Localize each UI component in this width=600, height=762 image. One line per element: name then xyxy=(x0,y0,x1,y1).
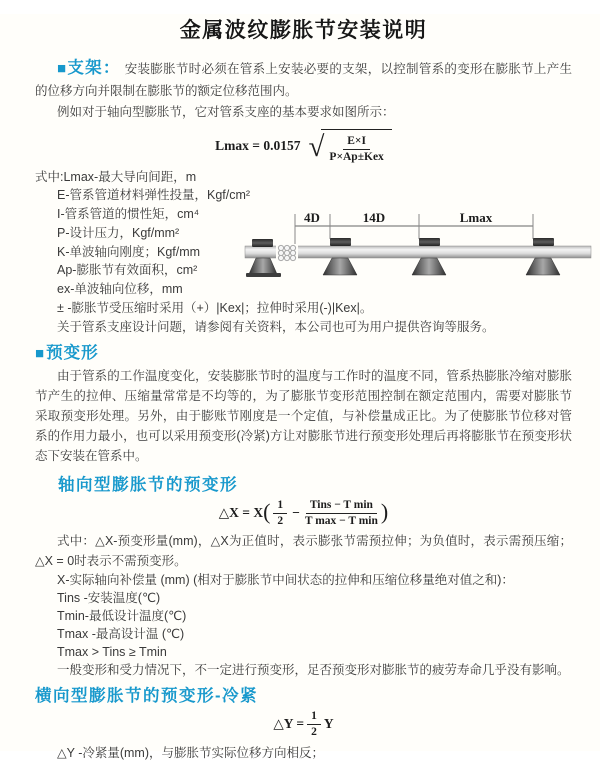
lmax-formula xyxy=(35,129,572,164)
definition-line: E-管系管道材料弹性投量，Kgf/cm² xyxy=(57,188,251,203)
fraction xyxy=(329,135,383,164)
formula-lhs: Lmax = 0.0157 xyxy=(215,138,301,153)
definition-line: Ap-膨胀节有效面积，cm² xyxy=(57,263,198,278)
diagram-label-4d: 4D xyxy=(304,210,320,225)
open-paren: ( xyxy=(263,499,271,525)
predeform-body-text: 由于管系的工作温度变化，安装膨胀节时的温度与工作时的温度不同，管系热膨胀冷缩对膨胀节产生的拉伸、压缩量常常是不均等的，为了膨胀节变形范围控制在额定范围内，需要对膨胀节采取预变形处理。另外，由于膨账节刚度是一个定值，与补偿量成正比。为了使膨胀节位移对管系的作用力最小，也可以采用预变形(冷紧)方让对膨胀节进行预变形处理后再将膨胀节在预变形状态下安装在管系中。 xyxy=(35,368,572,463)
formula-lhs: △Y = xyxy=(273,716,305,732)
definition-line: K-单波轴向刚度；Kgf/mm xyxy=(57,244,201,259)
page-content xyxy=(0,14,600,762)
section-square-icon: ■ xyxy=(35,344,46,362)
support-section-heading: 支架： xyxy=(67,59,121,77)
definition-line: 关于管系支座设计问题，请参阅有关资料，本公司也可为用户提供咨询等服务。 xyxy=(57,319,495,334)
axial-parameter-line: Tmax -最高设计温 (℃) xyxy=(57,626,185,641)
bellows-coils-icon xyxy=(278,245,295,260)
axial-parameter-line: Tmax > Tins ≥ Tmin xyxy=(57,644,167,659)
document-page xyxy=(0,14,600,760)
fraction-numerator: 1 xyxy=(273,499,287,514)
fraction-denominator: 2 xyxy=(311,725,317,738)
fraction-denominator: P×Ap±Kex xyxy=(329,150,384,163)
axial-parameter-line: Tmin-最低设计温度(℃) xyxy=(57,608,187,623)
temperature-fraction xyxy=(305,499,378,528)
half-fraction xyxy=(307,710,321,739)
axial-parameter-list xyxy=(35,571,572,679)
diagram-label-lmax: Lmax xyxy=(459,210,493,225)
fraction-numerator: 1 xyxy=(307,710,321,725)
sqrt-symbol: √ xyxy=(308,130,325,163)
support-example-text: 例如对于轴向型膨胀节，它对管系支座的基本要求如图所示： xyxy=(57,105,395,119)
diagram-label-14d: 14D xyxy=(362,210,386,225)
definition-line: ex-单波轴向位移，mm xyxy=(57,282,183,297)
formula-rhs: Y xyxy=(323,716,334,732)
axial-predeform-formula xyxy=(35,499,572,528)
page-title: 金属波纹膨胀节安装说明 xyxy=(179,19,428,42)
fraction-numerator: E×I xyxy=(343,135,370,150)
definition-line: ± -膨胀节受压缩时采用（+）|Kex|；拉伸时采用(-)|Kex|。 xyxy=(57,301,373,316)
minus-operator: − xyxy=(292,505,300,521)
section-square-icon: ■ xyxy=(57,60,67,77)
radicand xyxy=(321,129,391,164)
axial-parameter-line: 一般变形和受力情况下，不一定进行预变形，足否预变形对膨胀节的疲劳寿命几乎没有影响。 xyxy=(57,662,570,677)
formula-lhs: △X = X xyxy=(218,505,264,521)
lateral-formula-note: △Y -冷紧量(mm)，与膨胀节实际位移方向相反； xyxy=(57,745,325,760)
definition-line: 式中:Lmax-最大导向间距，m xyxy=(35,169,197,184)
predeform-section-heading-row xyxy=(35,339,572,363)
axial-predeform-heading: 轴向型膨胀节的预变形 xyxy=(58,475,238,494)
fraction-denominator: 2 xyxy=(277,514,284,527)
axial-parameter-line: Tins -安装温度(℃) xyxy=(57,590,161,605)
definition-line: I-管系管道的惯性矩，cm⁴ xyxy=(57,207,200,222)
axial-formula-explanation: 式中：△X-预变形量(mm)，△X为正值时，表示膨张节需预拉伸；为负值时，表示需预压缩；△X = 0时表示不需预变形。 xyxy=(35,533,572,568)
axial-parameter-line: X-实际轴向补偿量 (mm) (相对于膨胀节中间状态的拉伸和压缩位移量绝对值之和)： xyxy=(57,572,514,587)
support-intro-paragraph xyxy=(35,58,572,102)
support-spacing-diagram xyxy=(243,206,595,306)
definition-line: P-设计压力，Kgf/mm² xyxy=(57,225,180,240)
predeform-section-heading: 预变形 xyxy=(46,343,99,362)
fraction-numerator: Tins − T min xyxy=(306,499,377,514)
lateral-predeform-heading: 横向型膨胀节的预变形-冷紧 xyxy=(35,686,258,705)
support-intro-text: 安装膨胀节时必须在管系上安装必要的支架，以控制管系的变形在膨胀节上产生的位移方向并限制在膨胀节的额定位移范围内。 xyxy=(35,62,573,98)
fraction-denominator: T max − T min xyxy=(304,514,378,527)
lateral-predeform-formula xyxy=(35,710,572,739)
half-fraction xyxy=(273,499,287,528)
close-paren: ) xyxy=(380,499,389,525)
